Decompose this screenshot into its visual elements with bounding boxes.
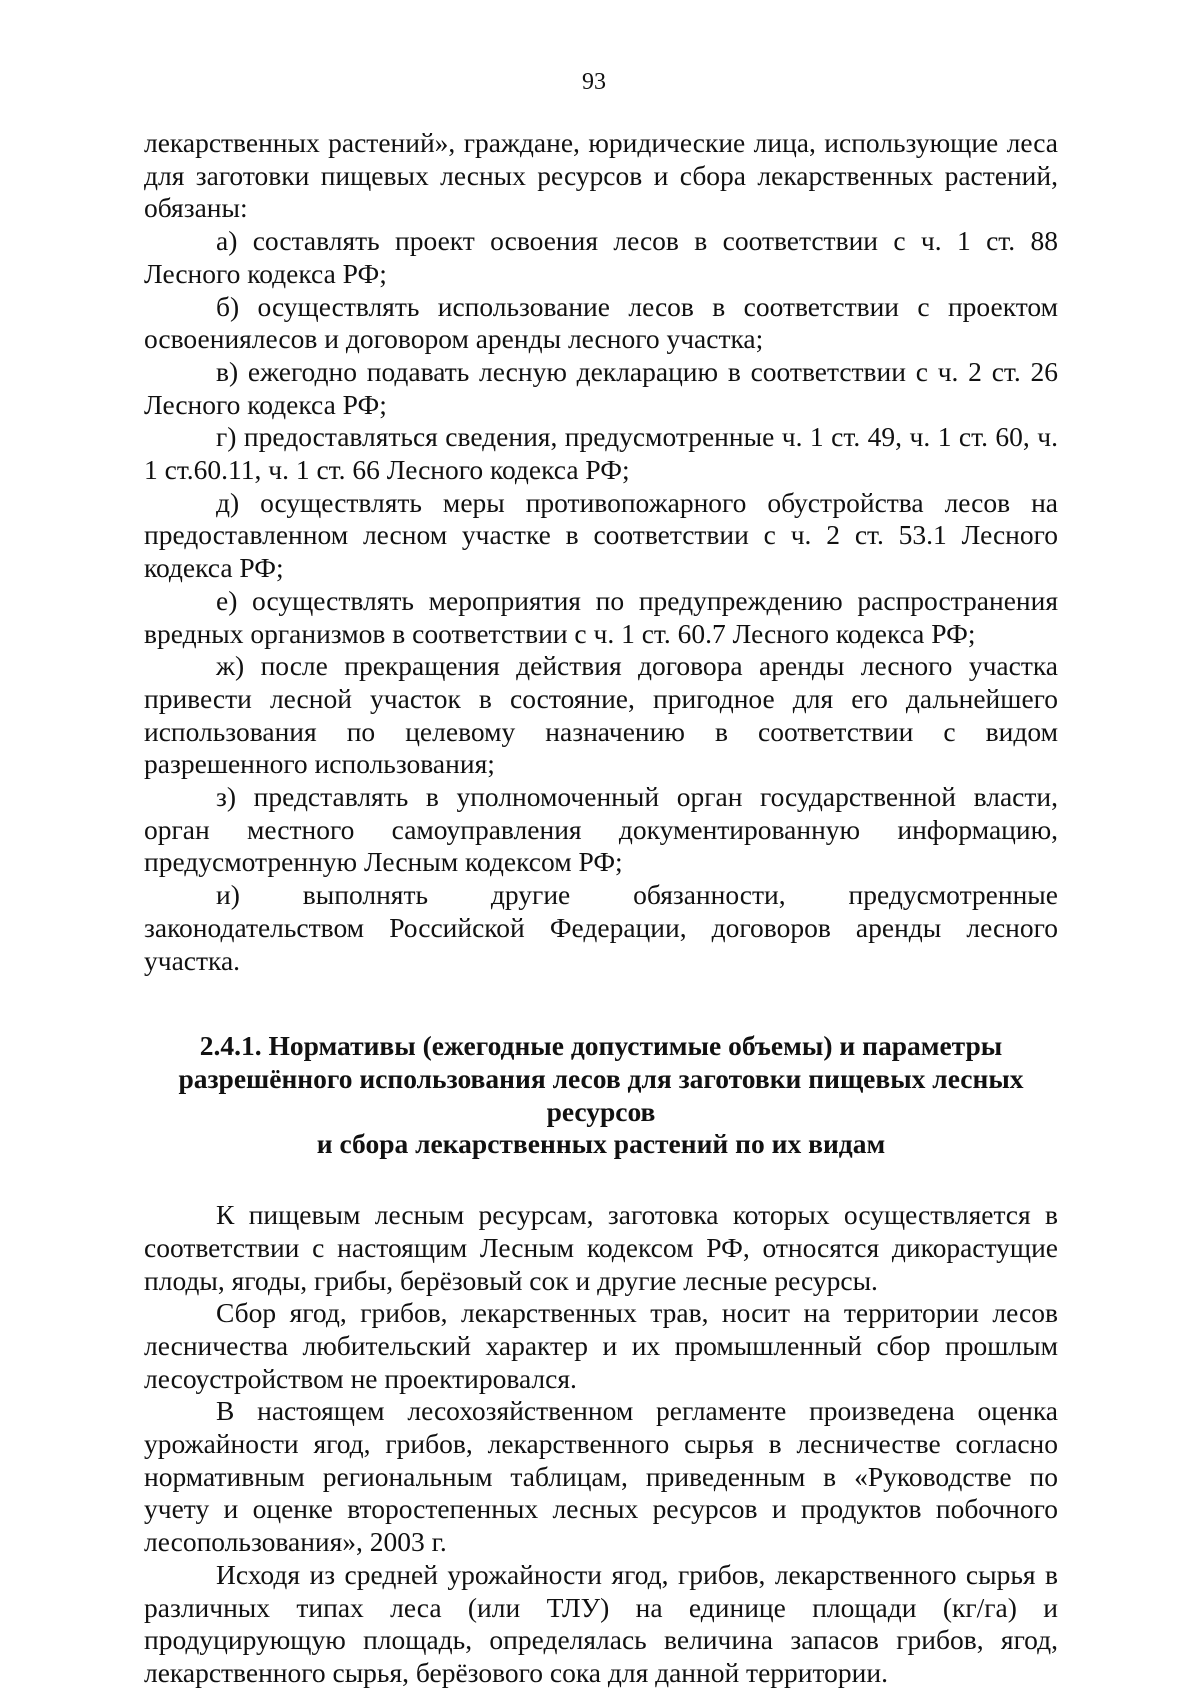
section-heading-line-1: 2.4.1. Нормативы (ежегодные допустимые объемы) и параметры [199, 1030, 1003, 1062]
obligation-item-g: г) предоставляться сведения, предусмотренные ч. 1 ст. 49, ч. 1 ст. 60, ч. 1 ст.60.11, ч. 1 ст. 66 Лесного кодекса РФ; [144, 421, 1058, 486]
document-body [144, 127, 1058, 1690]
section-heading-line-3: и сбора лекарственных растений по их видам [316, 1128, 886, 1160]
paragraph-yield-assessment: В настоящем лесохозяйственном регламенте произведена оценка урожайности ягод, грибов, лекарственного сырья в лесничестве согласно нормативным региональным таблицам, приведенным в «Руководстве по учету и оценке второстепенных лесных ресурсов и продуктов побочного лесопользования», 2003 г. [144, 1395, 1058, 1558]
obligation-item-e: е) осуществлять мероприятия по предупреждению распространения вредных организмов в соответствии с ч. 1 ст. 60.7 Лесного кодекса РФ; [144, 584, 1058, 649]
paragraph-reserves-calculation: Исходя из средней урожайности ягод, грибов, лекарственного сырья в различных типах леса (или ТЛУ) на единице площади (кг/га) и продуцирующую площадь, определялась величина запасов грибов, ягод, лекарственного сырья, берёзового сока для данной территории. [144, 1558, 1058, 1688]
obligation-item-b: б) осуществлять использование лесов в соответствии с проектом освоениялесов и договором аренды лесного участка; [144, 290, 1058, 355]
obligation-item-a: а) составлять проект освоения лесов в соответствии с ч. 1 ст. 88 Лесного кодекса РФ; [144, 225, 1058, 289]
paragraph-collection-character: Сбор ягод, грибов, лекарственных трав, носит на территории лесов лесничества любительский характер и их промышленный сбор прошлым лесоустройством не проектировался. [144, 1297, 1058, 1394]
obligation-item-v: в) ежегодно подавать лесную декларацию в соответствии с ч. 2 ст. 26 Лесного кодекса РФ; [144, 355, 1058, 420]
section-heading [144, 1030, 1058, 1161]
obligations-list [144, 127, 1058, 977]
obligation-item-i: и) выполнять другие обязанности, предусмотренные законодательством Российской Федерации, договоров аренды лесного участка. [144, 879, 1058, 976]
obligation-item-d: д) осуществлять меры противопожарного обустройства лесов на предоставленном лесном участке в соответствии с ч. 2 ст. 53.1 Лесного кодекса РФ; [144, 486, 1058, 584]
obligation-item-z: з) представлять в уполномоченный орган государственной власти, орган местного самоуправления документированную информацию, предусмотренную Лесным кодексом РФ; [144, 781, 1058, 878]
page-number: 93 [582, 69, 606, 95]
section-body [144, 1199, 1058, 1690]
paragraph-food-resources: К пищевым лесным ресурсам, заготовка которых осуществляется в соответствии с настоящим Лесным кодексом РФ, относятся дикорастущие плоды, ягоды, грибы, берёзовый сок и другие лесные ресурсы. [144, 1199, 1058, 1296]
section-heading-line-2: разрешённого использования лесов для заготовки пищевых лесных ресурсов [178, 1062, 1024, 1127]
obligation-item-zh: ж) после прекращения действия договора аренды лесного участка привести лесной участок в состояние, пригодное для его дальнейшего использования по целевому назначению в соответствии с видом разрешенного использования; [144, 650, 1058, 780]
paragraph-intro: лекарственных растений», граждане, юридические лица, использующие леса для заготовки пищевых лесных ресурсов и сбора лекарственных растений, обязаны: [144, 127, 1058, 224]
